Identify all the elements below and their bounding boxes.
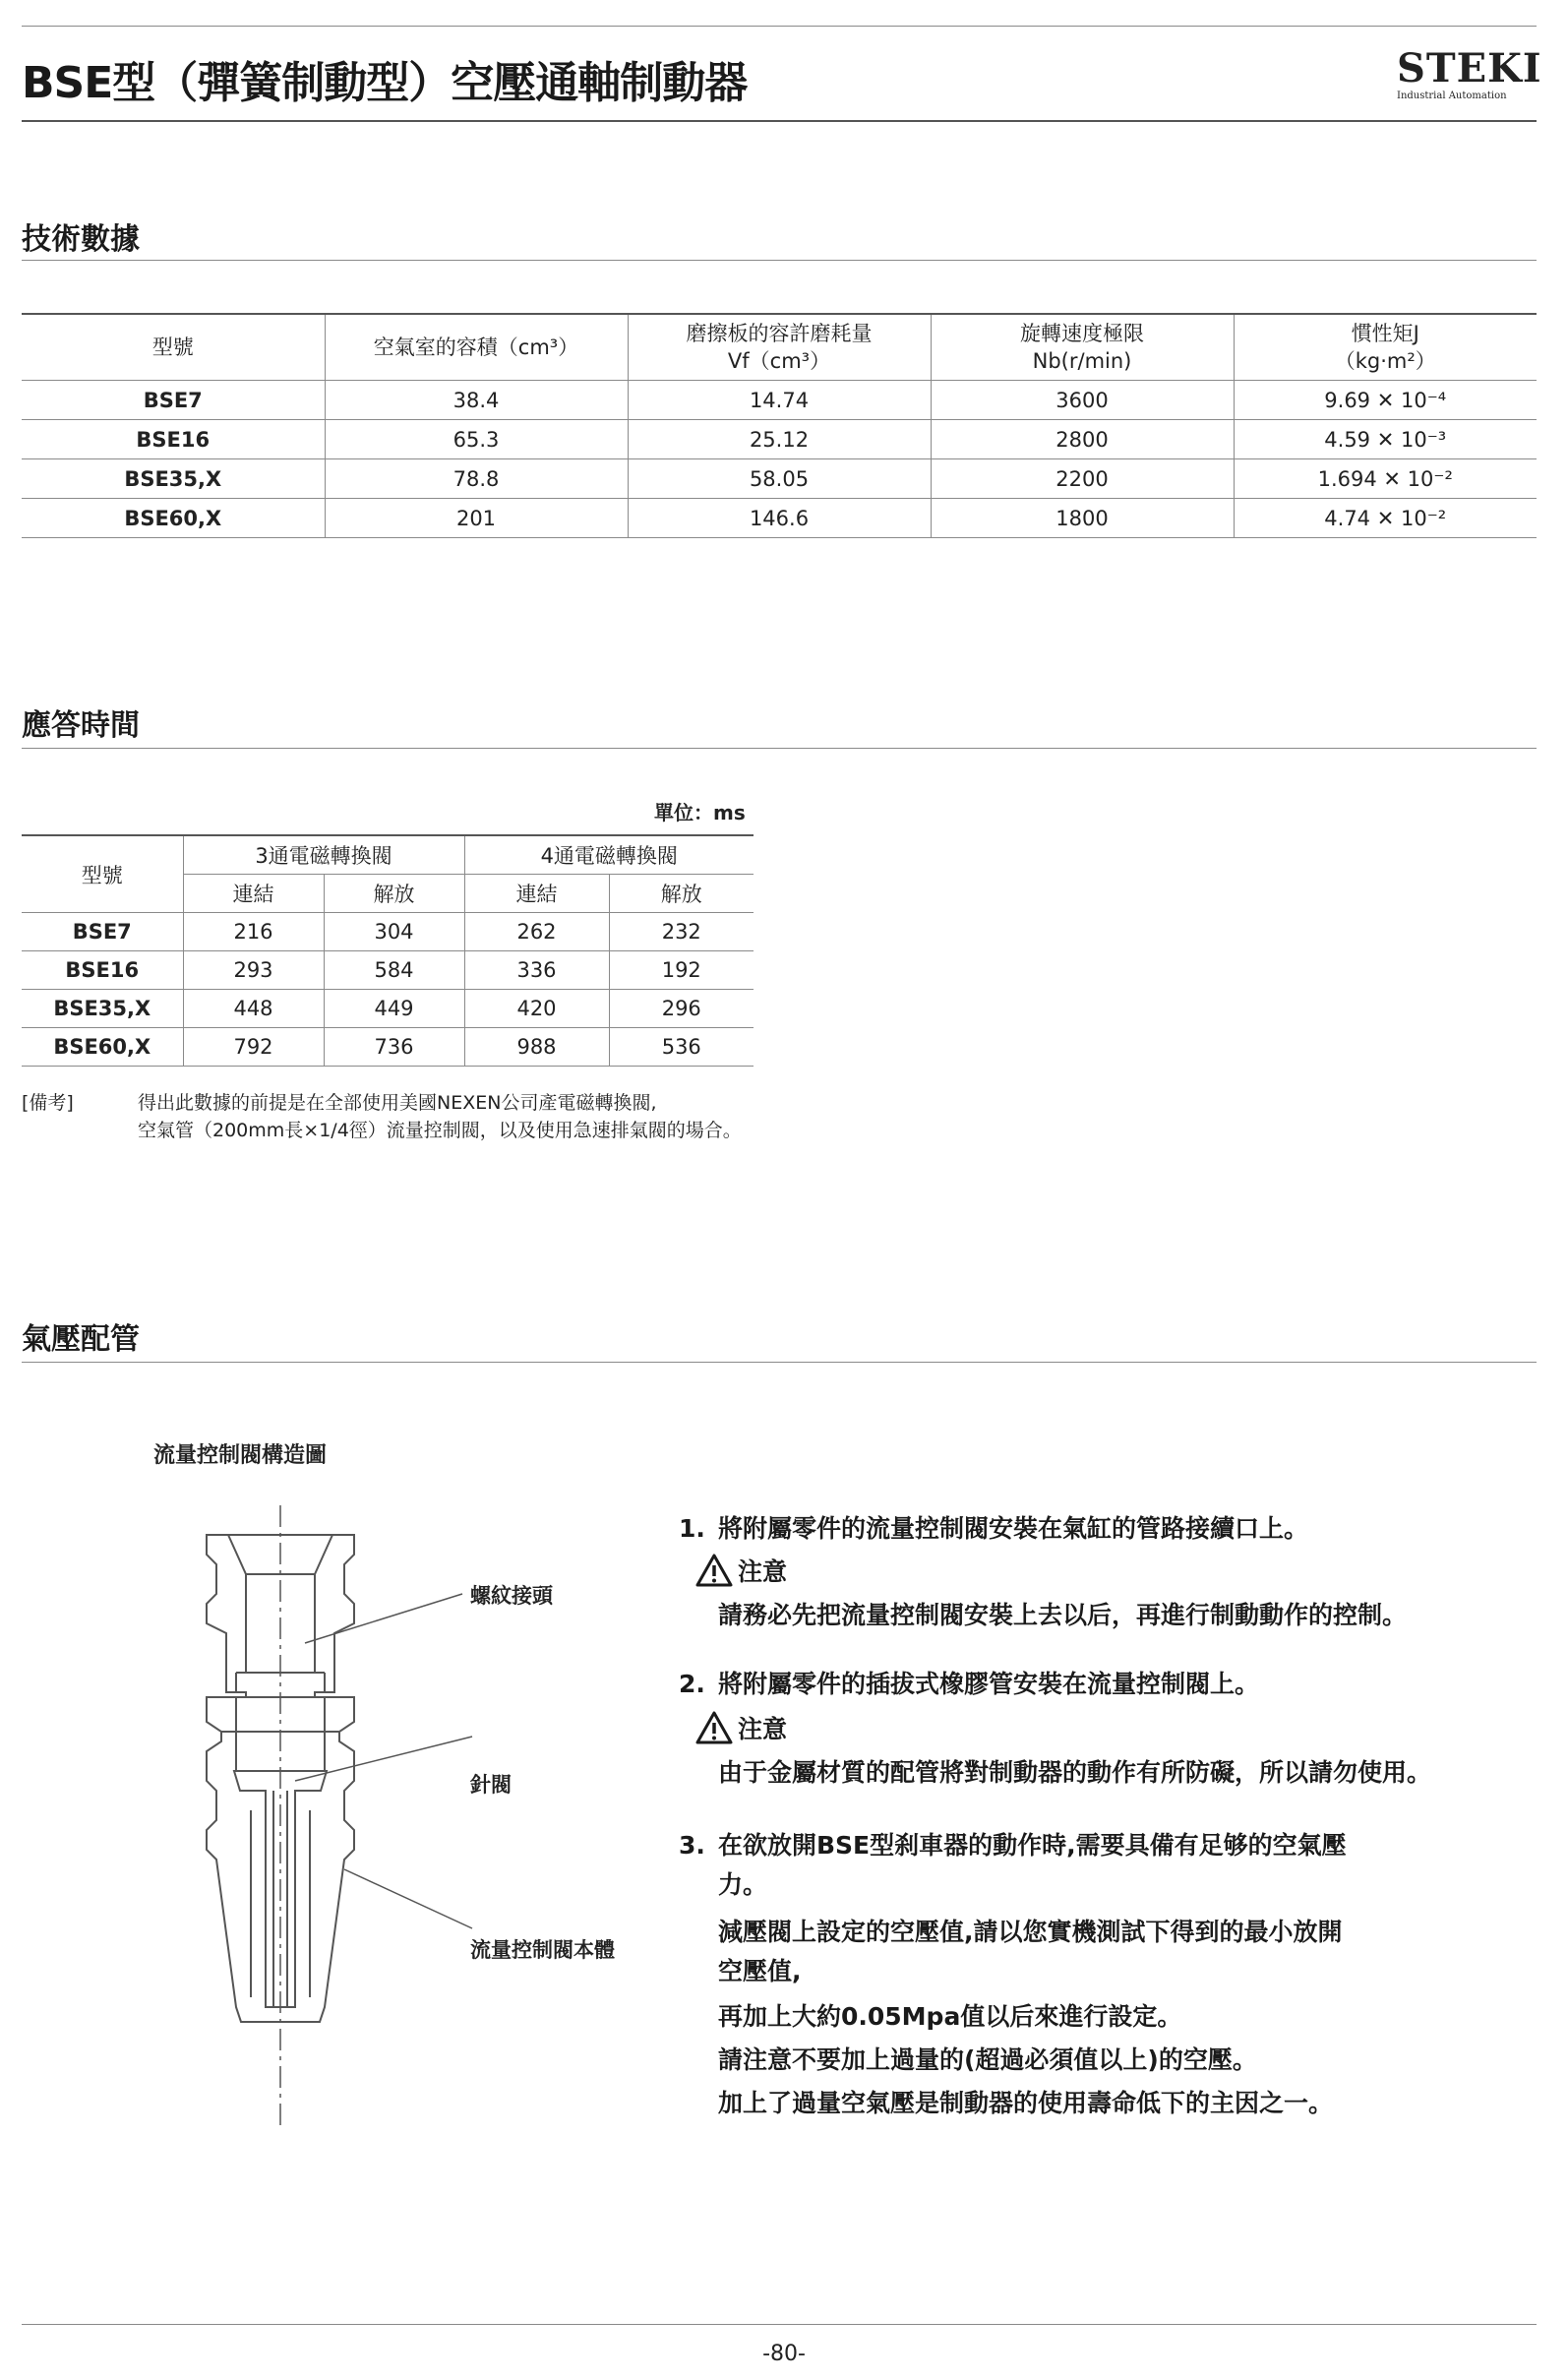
cell-v4-connect: 988 (464, 1028, 609, 1067)
cell-inertia: 4.74 ✕ 10⁻² (1234, 499, 1537, 538)
cell-model: BSE35,X (22, 990, 183, 1028)
step-3 (679, 1826, 1347, 1861)
col-wear (628, 314, 931, 381)
cell-model: BSE7 (22, 381, 325, 420)
needle-leader (295, 1737, 472, 1781)
remark-line-1: 得出此數據的前提是在全部使用美國NEXEN公司產電磁轉換閥, (138, 1092, 657, 1114)
page-number: -80- (762, 2342, 806, 2366)
warning-icon (694, 1710, 734, 1745)
para-3: 請注意不要加上過量的(超過必須值以上)的空壓。 (718, 2045, 1257, 2074)
remark-line-2: 空氣管（200mm長×1/4徑）流量控制閥，以及使用急速排氣閥的場合。 (138, 1120, 742, 1141)
cell-v4-release: 232 (609, 913, 754, 951)
resp-header-row-1 (22, 835, 754, 875)
para-4: 加上了過量空氣壓是制動器的使用壽命低下的主因之一。 (718, 2089, 1334, 2117)
flow-control-valve-diagram (148, 1495, 659, 2135)
cell-volume: 201 (325, 499, 628, 538)
cell-volume: 65.3 (325, 420, 628, 459)
table-row (22, 951, 754, 990)
table-row (22, 990, 754, 1028)
tech-data-table (22, 313, 1537, 538)
cell-inertia: 9.69 ✕ 10⁻⁴ (1234, 381, 1537, 420)
col-v4-release: 解放 (609, 875, 754, 913)
table-row (22, 459, 1537, 499)
piping-section-title: 氣壓配管 (22, 1322, 140, 1357)
col-speed-line2: Nb(r/min) (1032, 349, 1132, 373)
cell-speed: 3600 (931, 381, 1234, 420)
callout-needle-valve: 針閥 (470, 1773, 512, 1797)
note-label: 注意 (738, 1557, 788, 1586)
para-2: 再加上大約0.05Mpa值以后來進行設定。 (718, 2002, 1182, 2031)
cell-model: BSE16 (22, 420, 325, 459)
cell-v3-release: 584 (324, 951, 464, 990)
para-1-line2: 空壓值, (718, 1957, 802, 1985)
step-2-number: 2. (679, 1670, 705, 1698)
cell-volume: 78.8 (325, 459, 628, 499)
cell-v4-release: 192 (609, 951, 754, 990)
table-row (22, 381, 1537, 420)
cell-v4-release: 296 (609, 990, 754, 1028)
tech-header-row (22, 314, 1537, 381)
unit-label: 單位：ms (654, 801, 746, 824)
step-2 (679, 1665, 1259, 1700)
col-model: 型號 (22, 835, 183, 913)
cell-v4-connect: 420 (464, 990, 609, 1028)
tech-section-rule (22, 260, 1537, 261)
cell-speed: 2200 (931, 459, 1234, 499)
cell-inertia: 1.694 ✕ 10⁻² (1234, 459, 1537, 499)
col-v3-connect: 連結 (183, 875, 324, 913)
document-title: BSE型（彈簧制動型）空壓通軸制動器 (22, 58, 748, 108)
cell-model: BSE7 (22, 913, 183, 951)
cell-inertia: 4.59 ✕ 10⁻³ (1234, 420, 1537, 459)
cell-speed: 1800 (931, 499, 1234, 538)
cell-v4-release: 536 (609, 1028, 754, 1067)
step-1-number: 1. (679, 1514, 705, 1543)
footer-rule (22, 2324, 1537, 2325)
step-3-number: 3. (679, 1831, 705, 1860)
col-valve3: 3通電磁轉換閥 (183, 835, 464, 875)
cell-wear: 58.05 (628, 459, 931, 499)
response-section-title: 應答時間 (22, 708, 140, 743)
table-row (22, 499, 1537, 538)
col-inertia-line2: （kg·m²） (1334, 349, 1436, 373)
cell-model: BSE60,X (22, 1028, 183, 1067)
cell-v3-connect: 216 (183, 913, 324, 951)
logo-subtitle: Industrial Automation (1397, 91, 1507, 101)
step-2-note-label (694, 1710, 787, 1745)
step-1-note-text: 請務必先把流量控制閥安裝上去以后，再進行制動動作的控制。 (718, 1601, 1408, 1629)
diagram-title: 流量控制閥構造圖 (153, 1443, 328, 1468)
cell-v4-connect: 262 (464, 913, 609, 951)
cell-v3-release: 449 (324, 990, 464, 1028)
step-1-note-label (694, 1553, 787, 1588)
table-row (22, 420, 1537, 459)
header-bottom-rule (22, 120, 1537, 122)
remark-tag: [備考] (22, 1092, 74, 1114)
piping-section-rule (22, 1362, 1537, 1363)
cell-v3-connect: 792 (183, 1028, 324, 1067)
cell-model: BSE60,X (22, 499, 325, 538)
cell-model: BSE35,X (22, 459, 325, 499)
col-speed-line1: 旋轉速度極限 (1020, 322, 1144, 345)
cell-wear: 146.6 (628, 499, 931, 538)
step-3-text-line2: 力。 (718, 1870, 768, 1899)
table-row (22, 913, 754, 951)
col-speed (931, 314, 1234, 381)
cell-wear: 14.74 (628, 381, 931, 420)
thread-leader (305, 1594, 462, 1643)
cell-v4-connect: 336 (464, 951, 609, 990)
step-2-note-text: 由于金屬材質的配管將對制動器的動作有所防礙，所以請勿使用。 (718, 1758, 1432, 1787)
tech-section-title: 技術數據 (22, 222, 140, 257)
response-section-rule (22, 748, 1537, 749)
cell-wear: 25.12 (628, 420, 931, 459)
step-2-text: 將附屬零件的插拔式橡膠管安裝在流量控制閥上。 (718, 1670, 1260, 1698)
para-1-line1: 減壓閥上設定的空壓值,請以您實機測試下得到的最小放開 (718, 1918, 1343, 1946)
col-v4-connect: 連結 (464, 875, 609, 913)
step-3-text-line1: 在欲放開BSE型刹車器的動作時,需要具備有足够的空氣壓 (718, 1831, 1347, 1860)
steki-logo (1395, 41, 1552, 110)
step-1 (679, 1509, 1308, 1545)
col-wear-line2: Vf（cm³） (727, 349, 831, 373)
callout-thread-fitting: 螺紋接頭 (470, 1584, 553, 1608)
col-wear-line1: 磨擦板的容許磨耗量 (686, 322, 873, 345)
cell-speed: 2800 (931, 420, 1234, 459)
col-volume: 空氣室的容積（cm³） (325, 314, 628, 381)
cell-volume: 38.4 (325, 381, 628, 420)
header-top-rule (22, 26, 1537, 27)
warning-icon (694, 1553, 734, 1588)
cell-v3-connect: 293 (183, 951, 324, 990)
response-time-table (22, 834, 754, 1067)
cell-v3-connect: 448 (183, 990, 324, 1028)
body-leader (344, 1869, 472, 1928)
callout-valve-body: 流量控制閥本體 (470, 1938, 615, 1962)
col-v3-release: 解放 (324, 875, 464, 913)
step-1-text: 將附屬零件的流量控制閥安裝在氣缸的管路接續口上。 (718, 1514, 1309, 1543)
table-row (22, 1028, 754, 1067)
cell-model: BSE16 (22, 951, 183, 990)
cell-v3-release: 304 (324, 913, 464, 951)
cell-v3-release: 736 (324, 1028, 464, 1067)
logo-wordmark: STEKI (1397, 45, 1542, 92)
note-label: 注意 (738, 1715, 788, 1743)
col-inertia-line1: 慣性矩J (1351, 322, 1419, 345)
col-valve4: 4通電磁轉換閥 (464, 835, 754, 875)
col-inertia (1234, 314, 1537, 381)
col-model: 型號 (22, 314, 325, 381)
